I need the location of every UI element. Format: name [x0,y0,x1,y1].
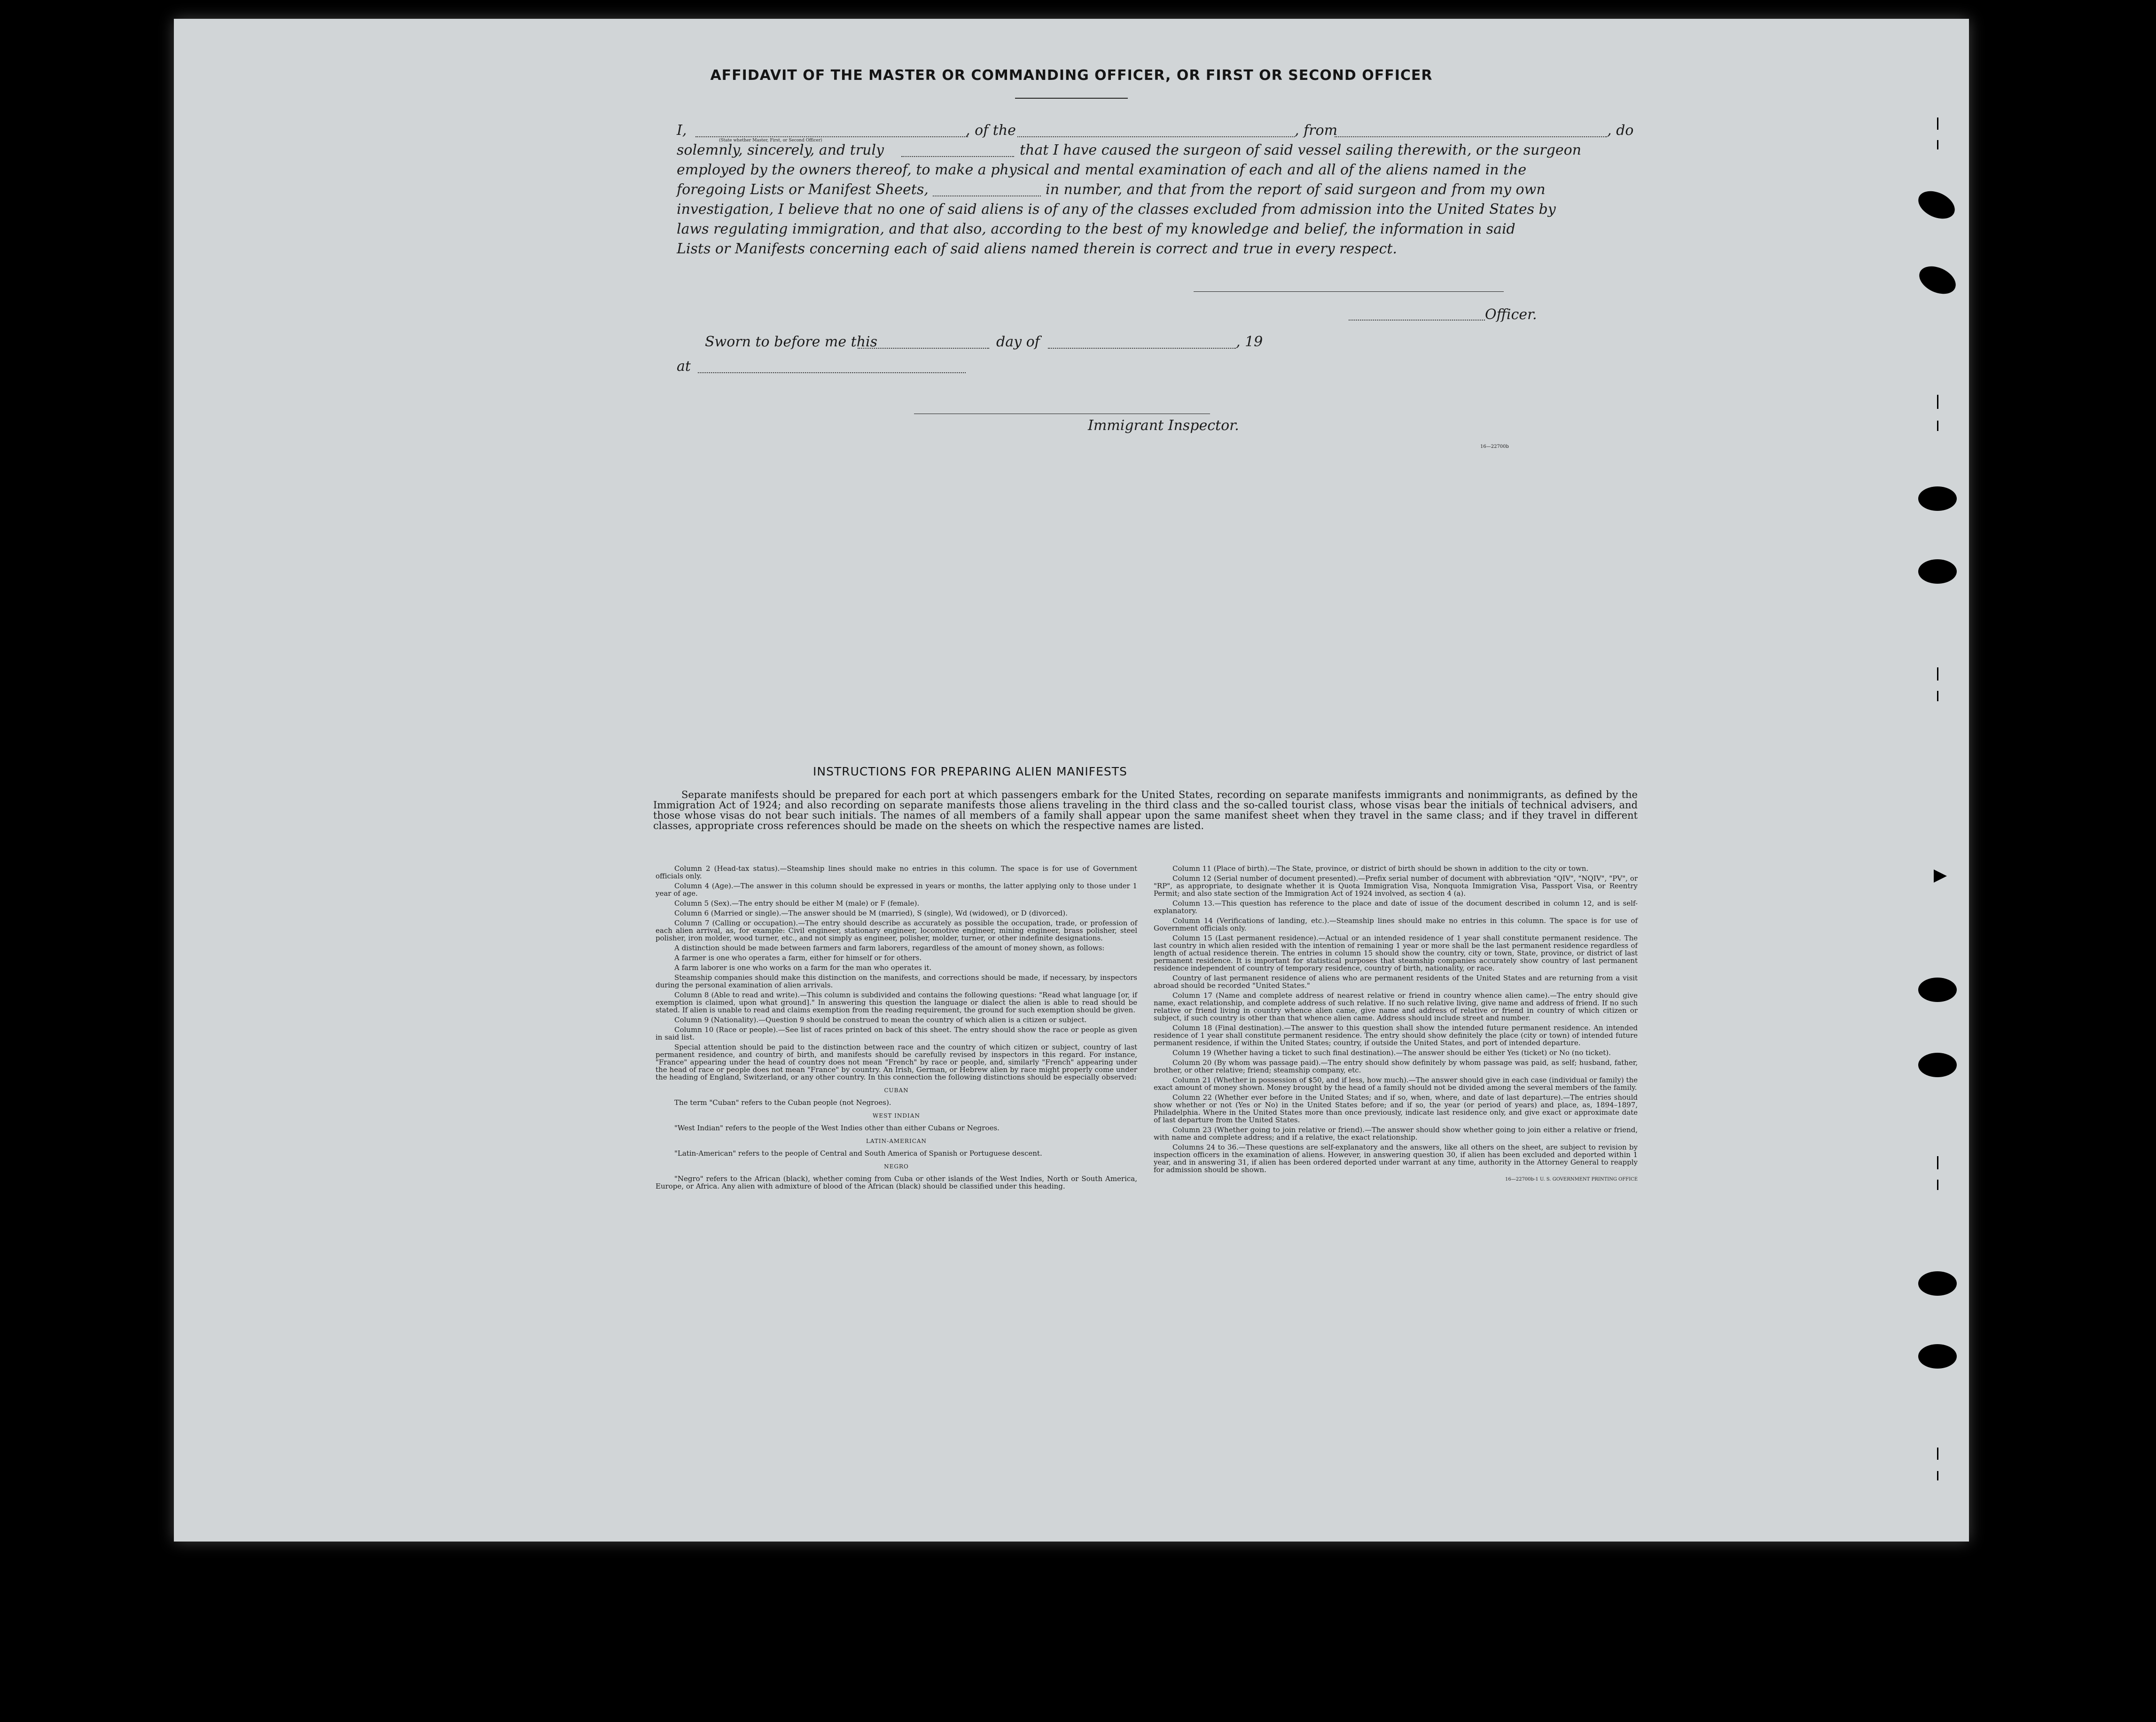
right-para: Column 23 (Whether going to join relative or friend).—The answer should show whether going to join either a relative or friend, with name and complete address; and if a relative, the exact relationship. [1154,1126,1638,1142]
affidavit-line4a: foregoing Lists or Manifest Sheets, [677,181,929,198]
right-para: Column 22 (Whether ever before in the United States; and if so, when, where, and date of last departure).—The entries should show whether or not (Yes or No) in the United States before; and if so, the year (or period of years) and place, as, 1894–1897, Philadelphia. Where in the United States more than once previously, indicate last residence only, and give exact or approximate date of last departure from the United States. [1154,1093,1638,1124]
punch-hole [1914,186,1959,224]
officer-label: Officer. [1485,306,1537,323]
left-para: Column 8 (Able to read and write).—This column is subdivided and contains the following questions: "Read what language [or, if exemption is claimed, upon what ground]." In answering this question the language or dialect the alien is able to read should be stated. If alien is unable to read and claims exemption from the reading requirement, the ground for such exemption should be given. [656,991,1137,1014]
right-para: Column 13.—This question has reference to the place and date of issue of the document described in column 12, and is self-explanatory. [1154,899,1638,915]
binding-mark [1937,1471,1938,1480]
instructions-intro: Separate manifests should be prepared for each port at which passengers embark for the United States, recording on separate manifests immigrants and nonimmigrants, as defined by the Immigration Act of 1924; and also recording on separate manifests those aliens traveling in the third class and the so-called tourist class, whose visas bear the initials of technical advisers, and those whose visas do not bear such initials. The names of all members of a family shall appear upon the same manifest sheet when they travel in the same class; and if they travel in different classes, appropriate cross references should be made on the sheets on which the respective names are listed. [653,789,1638,831]
affidavit-do: , do [1607,122,1634,139]
right-para: Column 11 (Place of birth).—The State, province, or district of birth should be shown in addition to the city or town. [1172,864,1589,873]
left-para: Column 4 (Age).—The answer in this column should be expressed in years or months, the latter applying only to those under 1 year of age. [656,882,1137,898]
right-para: Column 21 (Whether in possession of $50, and if less, how much).—The answer should give in each case (individual or family) the exact amount of money shown. Money brought by the head of a family should not be divided among the several members of the family. [1154,1076,1638,1092]
printing-footer: 16—22700b-1 U. S. GOVERNMENT PRINTING OFFICE [1505,1177,1638,1182]
right-para: Column 14 (Verifications of landing, etc.).—Steamship lines should make no entries in this column. The space is for use of Government officials only. [1154,916,1638,932]
affidavit-line5: investigation, I believe that no one of said aliens is of any of the classes excluded from admission into the United States by [677,201,1556,218]
left-para: Column 9 (Nationality).—Question 9 should be construed to mean the country of which alien is a citizen or subject. [674,1016,1087,1024]
right-para: Column 18 (Final destination).—The answer to this question shall show the intended future permanent residence. An intended residence of 1 year shall constitute permanent residence. The entry should show definitely the place (city or town) of intended future permanent residence, if within the United States; country, if outside the United States, and port of intended departure. [1154,1024,1638,1047]
binding-mark [1937,140,1938,149]
punch-hole [1918,978,1957,1002]
instructions-right-column [1154,865,1638,1186]
left-para: Column 5 (Sex).—The entry should be either M (male) or F (female). [674,899,920,908]
negro-heading: NEGRO [884,1163,909,1170]
at-place-blank [698,372,966,373]
binding-mark [1937,395,1938,409]
port-from-blank [1335,136,1607,137]
punch-hole [1918,1271,1957,1296]
punch-hole [1918,559,1957,584]
binding-mark [1937,117,1938,130]
punch-hole [1918,1053,1957,1077]
latin-american-heading: LATIN-AMERICAN [866,1138,927,1144]
left-para: Column 10 (Race or people).—See list of races printed on back of this sheet. The entry should show the race or people as given in said list. [656,1025,1137,1041]
left-para: Steamship companies should make this distinction on the manifests, and corrections should be made, if necessary, by inspectors during the personal examination of alien arrivals. [656,973,1137,989]
affidavit-i: I, [677,122,687,139]
sworn-day-blank [858,348,989,349]
left-para: Column 6 (Married or single).—The answer should be M (married), S (single), Wd (widowed), or D (divorced). [674,909,1068,917]
binding-mark [1937,421,1938,431]
manifest-sheet [174,19,1969,1542]
officer-signature-blank [1349,320,1485,321]
left-para: Column 2 (Head-tax status).—Steamship lines should make no entries in this column. The space is for use of Government officials only. [656,864,1137,880]
sworn-year: , 19 [1236,334,1263,350]
affidavit-of-the: , of the [966,122,1016,139]
affidavit-line2b: that I have caused the surgeon of said vessel sailing therewith, or the surgeon [1020,142,1581,158]
state-note: (State whether Master, First, or Second Officer) [719,138,822,143]
right-para: Column 19 (Whether having a ticket to such final destination).—The answer should be either Yes (ticket) or No (no ticket). [1172,1049,1611,1057]
affidavit-line6: laws regulating immigration, and that also, according to the best of my knowledge and belief, the information in said [677,221,1515,237]
affidavit-line4b: in number, and that from the report of said surgeon and from my own [1046,181,1546,198]
right-para: Column 15 (Last permanent residence).—Actual or an intended residence of 1 year shall constitute permanent residence. The last country in which alien resided with the intention of remaining 1 year or more shall be the last permanent residence regardless of length of actual residence therein. The entries in column 15 should show the country, city or town, State, province, or district of last permanent residence. It is important for statistical purposes that steamship companies accurately show country of last permanent residence independent of country of temporary residence, country of birth, nationality, or race. [1154,934,1638,972]
swear-blank [901,156,1014,157]
left-para: Column 7 (Calling or occupation).—The entry should describe as accurately as possible the occupation, trade, or profession of each alien arrival, as, for example: Civil engineer, stationary engineer, locomotive engineer, mining engineer, brass polisher, steel polisher, iron molder, wood turner, etc., and not simply as engineer, polisher, molder, turner, or other indefinite designations. [656,919,1137,942]
binding-mark [1937,691,1938,701]
affidavit-from: , from [1295,122,1338,139]
punch-hole [1918,486,1957,511]
binding-mark [1937,667,1938,681]
left-para: A farm laborer is one who works on a farm for the man who operates it. [674,963,932,972]
sworn-month-blank [1048,348,1236,349]
negro-text: "Negro" refers to the African (black), whether coming from Cuba or other islands of the West Indies, North or South America, Europe, or Africa. Any alien with admixture of blood of the African (black) should be classified under this heading. [656,1174,1137,1190]
binding-mark [1937,1448,1938,1460]
form-number: 16—22700b [1480,444,1509,449]
cuban-heading: CUBAN [884,1087,909,1094]
right-para: Column 17 (Name and complete address of nearest relative or friend in country whence alien came).—The entry should give name, exact relationship, and complete address of such relative. If no such relative living, give name and address of friend. If no such relative or friend living in country whence alien came, give name and address of relative or friend in country of which citizen or subject, if such country is other than that whence alien came. Address should include street and number. [1154,991,1638,1022]
binding-mark [1937,1156,1938,1169]
right-para: Country of last permanent residence of aliens who are permanent residents of the United States and are returning from a visit abroad should be recorded "United States." [1154,974,1638,990]
sworn-day-of: day of [996,334,1040,350]
affidavit-line3: employed by the owners thereof, to make a physical and mental examination of each and all of the aliens named in the [677,162,1527,178]
left-para: A farmer is one who operates a farm, either for himself or for others. [674,954,922,962]
west-indian-heading: WEST INDIAN [873,1112,920,1119]
punch-hole [1915,261,1960,299]
title-underline [1015,98,1128,99]
sworn-text: Sworn to before me this [705,334,878,350]
signature-line [1194,291,1504,292]
officer-rank-blank [695,136,968,137]
right-para: Column 12 (Serial number of document presented).—Prefix serial number of document with abbreviation "QIV", "NQIV", "PV", or "RP", as appropriate, to designate whether it is Quota Immigration Visa, Nonquota Immigration Visa, Passport Visa, or Reentry Permit; and also state section of the Immigration Act of 1924 involved, as section 4 (a). [1154,874,1638,898]
punch-hole [1918,1344,1957,1369]
latin-american-text: "Latin-American" refers to the people of Central and South America of Spanish or Portuguese descent. [674,1149,1042,1158]
binding-flag [1934,869,1947,883]
west-indian-text: "West Indian" refers to the people of the West Indies other than either Cubans or Negroes. [674,1124,1000,1132]
affidavit-line7: Lists or Manifests concerning each of said aliens named therein is correct and true in every respect. [677,241,1397,257]
binding-mark [1937,1180,1938,1190]
left-para: A distinction should be made between farmers and farm laborers, regardless of the amount of money shown, as follows: [674,944,1105,952]
vessel-name-blank [1017,136,1295,137]
left-para: Special attention should be paid to the distinction between race and the country of which citizen or subject, country of last permanent residence, and country of birth, and manifests should be carefully revised by inspectors in this regard. For instance, "France" appearing under the head of country does not mean "French" by race or people, and, similarly "French" appearing under the head of race or people does not mean "France" by country. An Irish, German, or Hebrew alien by race might properly come under the heading of England, Switzerland, or any other country. In this connection the following distinctions should be especially observed: [656,1043,1137,1081]
affidavit-title: AFFIDAVIT OF THE MASTER OR COMMANDING OFFICER, OR FIRST OR SECOND OFFICER [710,67,1433,84]
instructions-left-column [656,865,1137,1192]
inspector-label: Immigrant Inspector. [1088,417,1239,434]
affidavit-line2a: solemnly, sincerely, and truly [677,142,884,158]
cuban-text: The term "Cuban" refers to the Cuban people (not Negroes). [674,1098,891,1107]
instructions-title: INSTRUCTIONS FOR PREPARING ALIEN MANIFESTS [813,765,1127,778]
at-label: at [677,358,691,375]
right-para: Columns 24 to 36.—These questions are self-explanatory and the answers, like all others on the sheet, are subject to revision by inspection officers in the examination of aliens. However, in answering question 30, if alien has been excluded and deported within 1 year, and in answering 31, if alien has been ordered deported under warrant at any time, authority in the Attorney General to reapply for admission should be shown. [1154,1143,1638,1174]
right-para: Column 20 (By whom was passage paid).—The entry should show definitely by whom passage was paid, as self; husband, father, brother, or other relative; friend; steamship company, etc. [1154,1058,1638,1074]
